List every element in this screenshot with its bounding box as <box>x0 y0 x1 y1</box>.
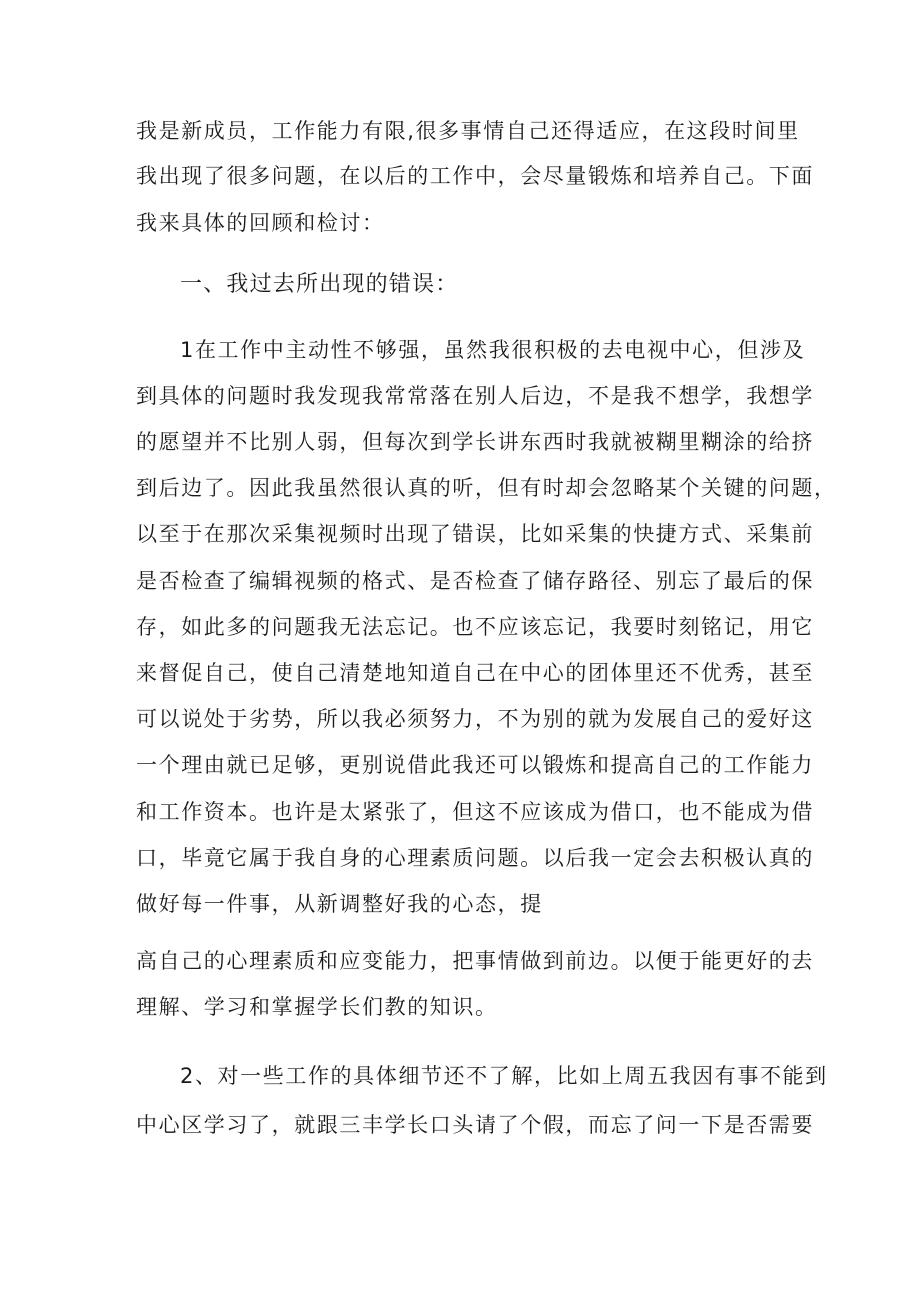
item2-line-1: 2、对一些工作的具体细节还不了解，比如上周五我因有事不能到 <box>180 1064 828 1088</box>
item2-line-2: 中心区学习了，就跟三丰学长口头请了个假，而忘了问一下是否需要 <box>136 1113 814 1137</box>
item1-line-10: 一个理由就已足够，更别说借此我还可以锻炼和提高自己的工作能力 <box>136 753 814 777</box>
item1-line-13: 做好每一件事，从新调整好我的心态，提 <box>136 892 543 916</box>
section-heading: 一、我过去所出现的错误： <box>180 272 459 297</box>
item1-line-8: 来督促自己，使自己清楚地知道自己在中心的团体里还不优秀，甚至 <box>136 661 814 685</box>
item1-line-4: 到后边了。因此我虽然很认真的听，但有时却会忽略某个关键的问题， <box>136 476 837 500</box>
item1-cont-line-1: 高自己的心理素质和应变能力，把事情做到前边。以便于能更好的去 <box>136 949 814 973</box>
item1-line-1: 1在工作中主动性不够强，虽然我很积极的去电视中心，但涉及 <box>180 338 806 362</box>
item1-line-9: 可以说处于劣势，所以我必须努力，不为别的就为发展自己的爱好这 <box>136 707 814 731</box>
item1-line-5: 以至于在那次采集视频时出现了错误，比如采集的快捷方式、采集前 <box>136 522 814 546</box>
item1-line-3: 的愿望并不比别人弱，但每次到学长讲东西时我就被糊里糊涂的给挤 <box>136 430 814 454</box>
item1-line-7: 存，如此多的问题我无法忘记。也不应该忘记，我要时刻铭记，用它 <box>136 615 814 639</box>
intro-line-2: 我出现了很多问题，在以后的工作中，会尽量锻炼和培养自己。下面 <box>136 164 814 188</box>
intro-line-3: 我来具体的回顾和检讨： <box>136 211 385 235</box>
intro-line-1: 我是新成员，工作能力有限,很多事情自己还得适应，在这段时间里 <box>136 119 800 143</box>
item1-cont-line-2: 理解、学习和掌握学长们教的知识。 <box>136 995 498 1019</box>
item1-line-12: 口，毕竟它属于我自身的心理素质问题。以后我一定会去积极认真的 <box>136 846 814 870</box>
item1-line-2: 到具体的问题时我发现我常常落在别人后边，不是我不想学，我想学 <box>136 384 814 408</box>
item1-line-6: 是否检查了编辑视频的格式、是否检查了储存路径、别忘了最后的保 <box>136 569 814 593</box>
item1-line-11: 和工作资本。也许是太紧张了，但这不应该成为借口，也不能成为借 <box>136 800 814 824</box>
